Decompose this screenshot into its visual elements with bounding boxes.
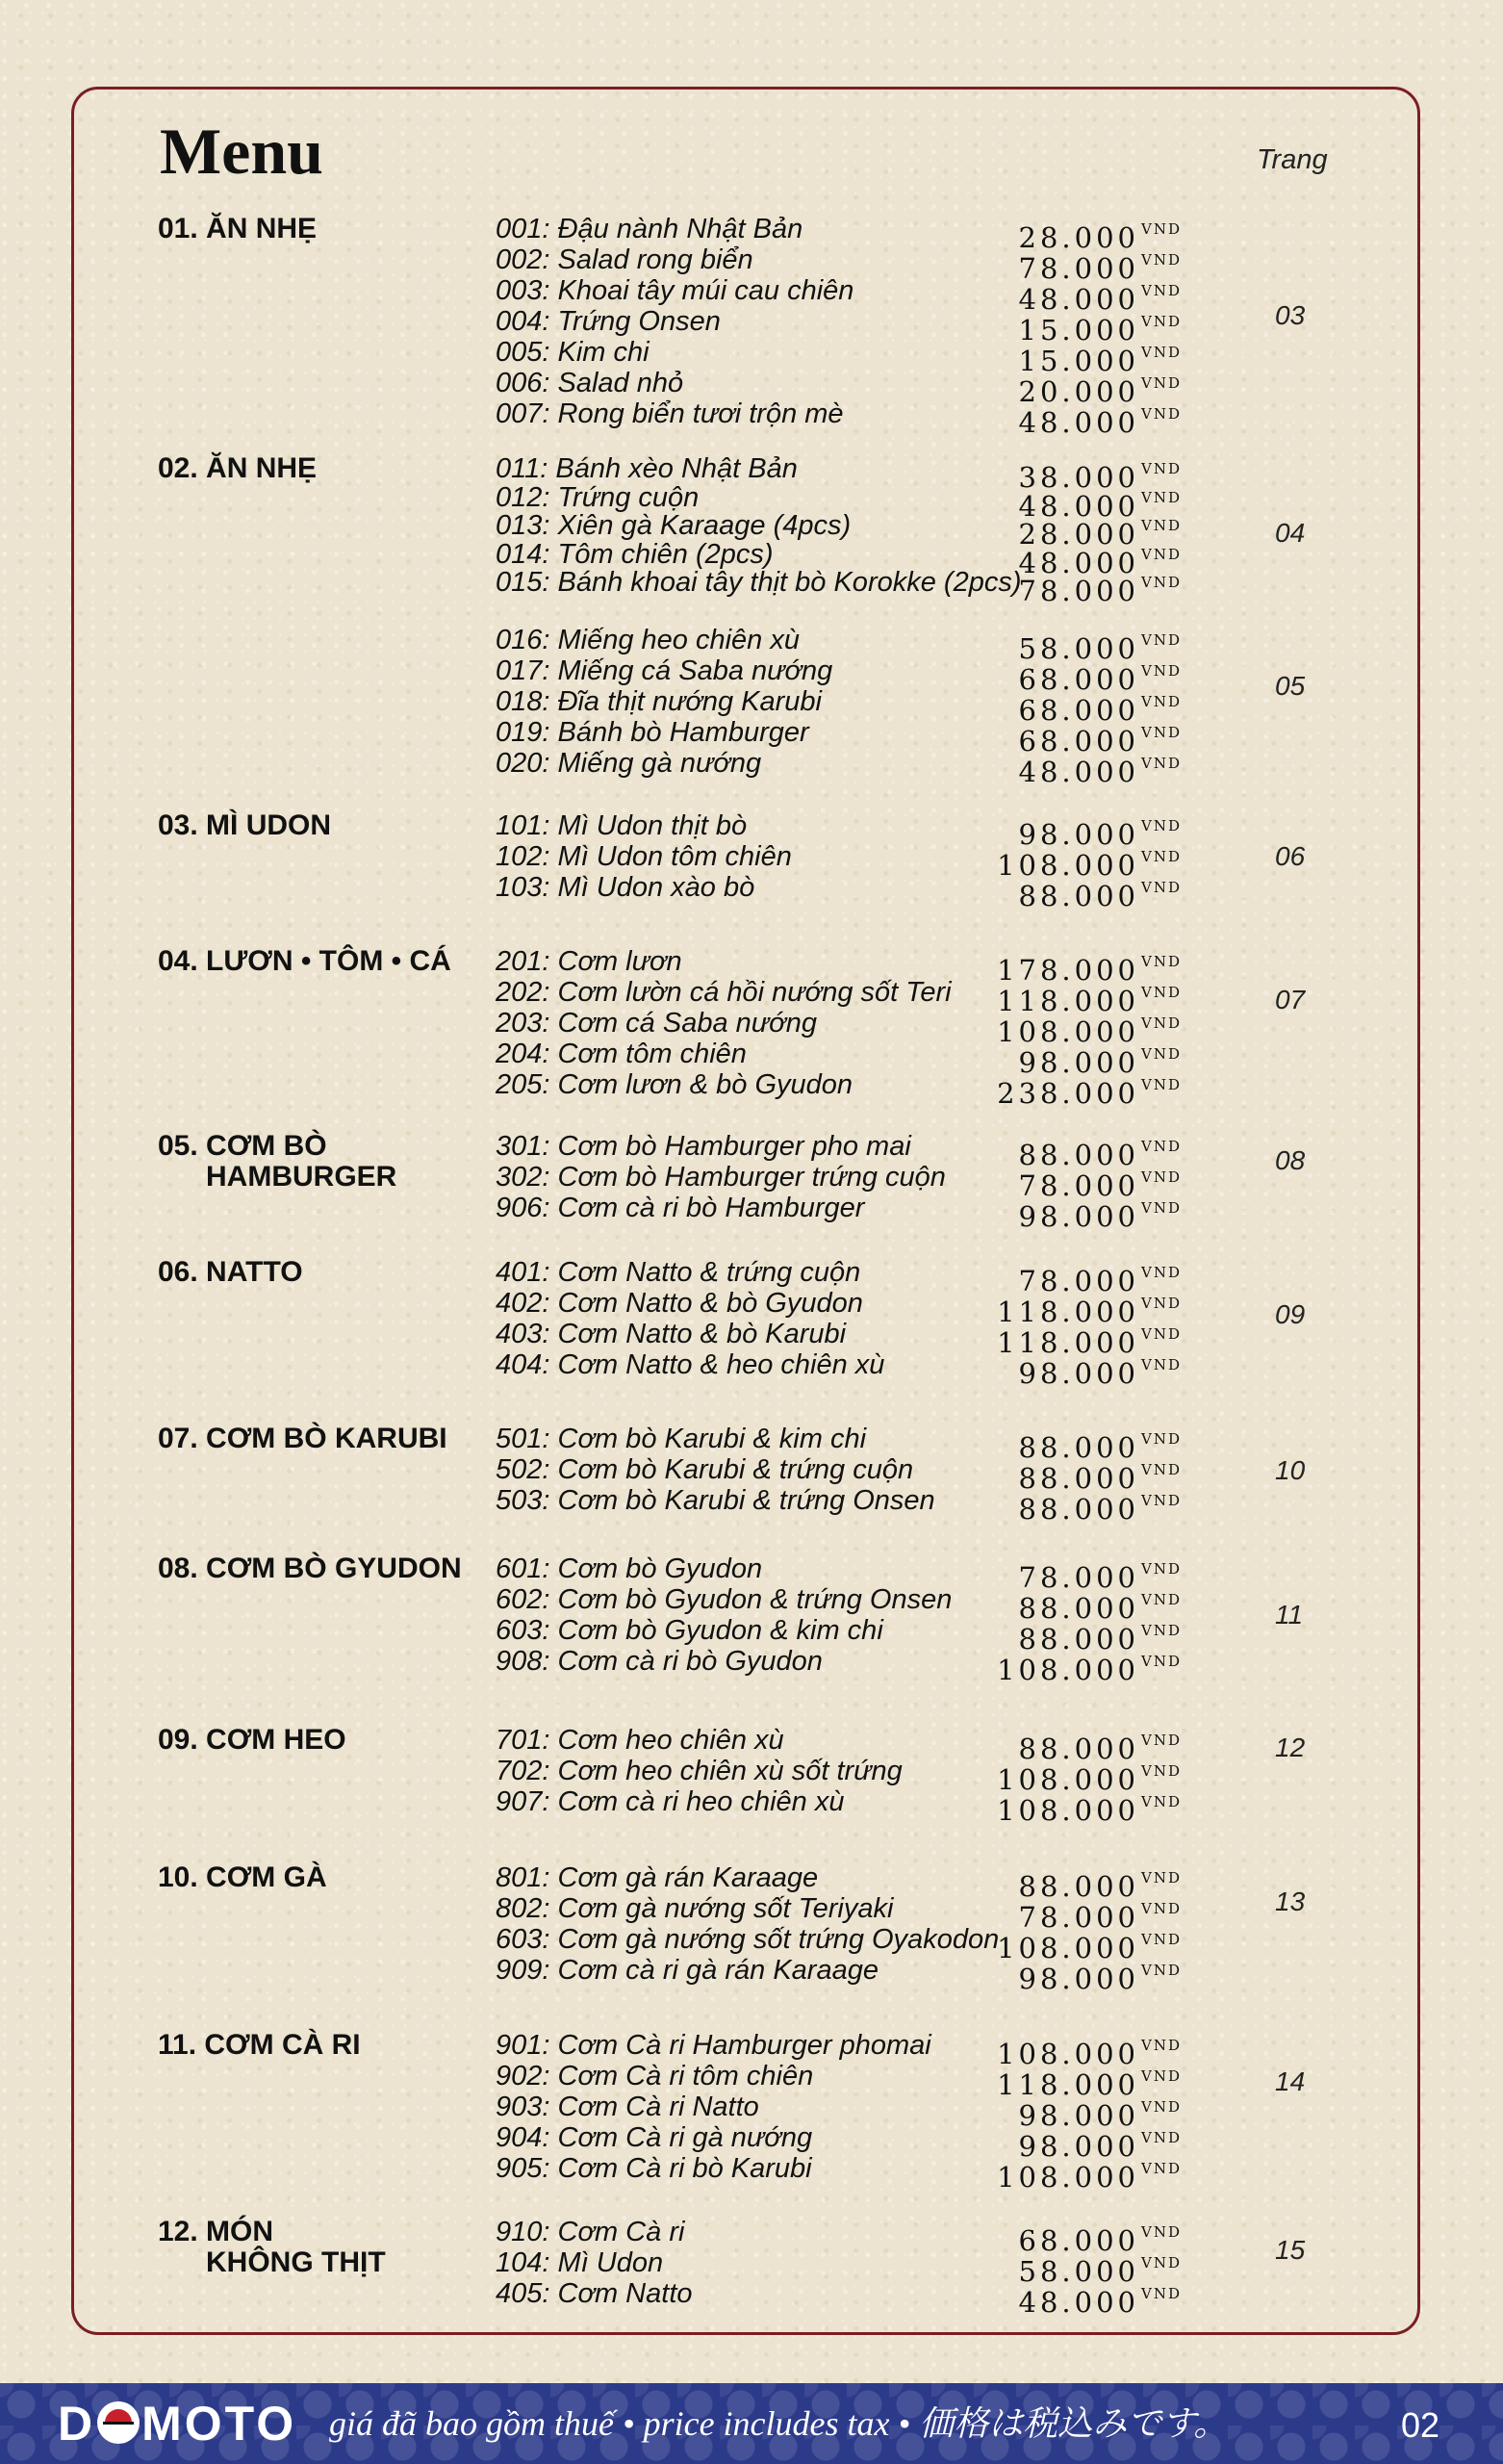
currency-label: VND <box>1141 489 1182 506</box>
menu-item-name: 902: Cơm Cà ri tôm chiên <box>496 2061 814 2092</box>
menu-item-name: 103: Mì Udon xào bò <box>496 872 755 903</box>
menu-item-price <box>1019 1485 1182 1525</box>
menu-item-name: 603: Cơm bò Gyudon & kim chi <box>496 1615 883 1646</box>
category-heading: 11. CƠM CÀ RI <box>158 2029 361 2061</box>
currency-label: VND <box>1141 631 1182 649</box>
menu-item-price <box>997 1069 1182 1109</box>
currency-label: VND <box>1141 1430 1182 1448</box>
menu-item-name: 203: Cơm cá Saba nướng <box>496 1008 817 1039</box>
currency-label: VND <box>1141 2285 1182 2302</box>
category-heading: 07. CƠM BÒ KARUBI <box>158 1423 447 1454</box>
currency-label: VND <box>1141 879 1182 896</box>
currency-label: VND <box>1141 374 1182 392</box>
currency-label: VND <box>1141 1732 1182 1749</box>
currency-label: VND <box>1141 344 1182 361</box>
menu-item-name: 702: Cơm heo chiên xù sốt trứng <box>496 1756 903 1786</box>
price-value: 88.000 <box>1018 1493 1140 1526</box>
category-heading: 12. MÓN KHÔNG THỊT <box>158 2216 386 2278</box>
menu-item-name: 006: Salad nhỏ <box>496 368 684 398</box>
currency-label: VND <box>1141 220 1182 238</box>
category-heading: 01. ĂN NHẸ <box>158 213 318 244</box>
price-value: 78.000 <box>1018 1169 1140 1202</box>
logo-emblem-icon <box>97 2401 140 2444</box>
page-ref: 08 <box>1275 1145 1306 1175</box>
menu-item-name: 019: Bánh bò Hamburger <box>496 717 809 748</box>
currency-label: VND <box>1141 953 1182 970</box>
price-value: 20.000 <box>1018 375 1140 408</box>
menu-item-price <box>1019 1955 1182 1994</box>
price-value: 88.000 <box>1018 1462 1140 1495</box>
currency-label: VND <box>1141 546 1182 563</box>
page-column-label: Trang <box>1257 144 1328 175</box>
price-value: 98.000 <box>1018 1357 1140 1390</box>
category-heading: 04. LƯƠN • TÔM • CÁ <box>158 945 451 977</box>
price-value: 108.000 <box>997 1794 1140 1827</box>
menu-item-name: 401: Cơm Natto & trứng cuộn <box>496 1257 861 1288</box>
currency-label: VND <box>1141 1492 1182 1509</box>
menu-item-name: 404: Cơm Natto & heo chiên xù <box>496 1349 885 1380</box>
price-value: 78.000 <box>1018 1265 1140 1297</box>
menu-item-name: 405: Cơm Natto <box>496 2278 693 2309</box>
menu-item-name: 017: Miếng cá Saba nướng <box>496 655 833 686</box>
price-value: 88.000 <box>1018 1623 1140 1656</box>
currency-label: VND <box>1141 755 1182 772</box>
menu-item-name: 205: Cơm lươn & bò Gyudon <box>496 1069 853 1100</box>
menu-item-name: 202: Cơm lườn cá hồi nướng sốt Teri <box>496 977 952 1008</box>
menu-item-name: 013: Xiên gà Karaage (4pcs) <box>496 510 852 541</box>
price-value: 118.000 <box>997 1326 1140 1359</box>
price-value: 48.000 <box>1018 756 1140 788</box>
category-heading: 09. CƠM HEO <box>158 1724 346 1756</box>
currency-label: VND <box>1141 1869 1182 1886</box>
currency-label: VND <box>1141 817 1182 834</box>
price-value: 108.000 <box>997 1654 1140 1686</box>
price-value: 108.000 <box>997 2038 1140 2070</box>
menu-item-name: 501: Cơm bò Karubi & kim chi <box>496 1424 867 1454</box>
menu-item-name: 901: Cơm Cà ri Hamburger phomai <box>496 2030 931 2061</box>
menu-item-name: 904: Cơm Cà ri gà nướng <box>496 2122 813 2153</box>
price-value: 68.000 <box>1018 663 1140 696</box>
menu-item-price <box>997 1646 1182 1685</box>
menu-item-name: 701: Cơm heo chiên xù <box>496 1725 784 1756</box>
currency-label: VND <box>1141 282 1182 299</box>
price-value: 88.000 <box>1018 1870 1140 1903</box>
price-value: 28.000 <box>1018 221 1140 254</box>
currency-label: VND <box>1141 2067 1182 2085</box>
menu-item-name: 907: Cơm cà ri heo chiên xù <box>496 1786 845 1817</box>
currency-label: VND <box>1141 1931 1182 1948</box>
currency-label: VND <box>1141 1295 1182 1312</box>
brand-logo: D MOTO <box>58 2397 297 2451</box>
menu-item-name: 007: Rong biển tươi trộn mè <box>496 398 844 429</box>
menu-item-name: 016: Miếng heo chiên xù <box>496 625 800 655</box>
page-ref: 05 <box>1275 671 1306 701</box>
category-heading: 10. CƠM GÀ <box>158 1861 327 1893</box>
menu-item-name: 005: Kim chi <box>496 337 650 368</box>
menu-item-price <box>1019 1349 1182 1389</box>
menu-item-price <box>1019 398 1182 438</box>
currency-label: VND <box>1141 1591 1182 1608</box>
currency-label: VND <box>1141 662 1182 680</box>
menu-item-name: 503: Cơm bò Karubi & trứng Onsen <box>496 1485 935 1516</box>
price-value: 78.000 <box>1018 252 1140 285</box>
price-value: 68.000 <box>1018 694 1140 727</box>
currency-label: VND <box>1141 1045 1182 1063</box>
menu-item-name: 402: Cơm Natto & bò Gyudon <box>496 1288 863 1319</box>
footer-page-number: 02 <box>1401 2405 1440 2445</box>
menu-item-name: 015: Bánh khoai tây thịt bò Korokke (2pcs) <box>496 567 1022 598</box>
price-value: 88.000 <box>1018 1592 1140 1625</box>
currency-label: VND <box>1141 460 1182 477</box>
page-ref: 07 <box>1275 985 1306 1014</box>
currency-label: VND <box>1141 1014 1182 1032</box>
price-value: 58.000 <box>1018 632 1140 665</box>
category-heading: 08. CƠM BÒ GYUDON <box>158 1553 462 1584</box>
currency-label: VND <box>1141 1653 1182 1670</box>
category-heading: 05. CƠM BÒ HAMBURGER <box>158 1130 397 1193</box>
currency-label: VND <box>1141 1622 1182 1639</box>
price-value: 78.000 <box>1018 1561 1140 1594</box>
price-value: 48.000 <box>1018 490 1140 523</box>
price-value: 118.000 <box>997 2068 1140 2101</box>
menu-item-name: 020: Miếng gà nướng <box>496 748 762 779</box>
page-ref: 12 <box>1275 1732 1306 1762</box>
menu-item-name: 102: Mì Udon tôm chiên <box>496 841 792 872</box>
price-value: 58.000 <box>1018 2255 1140 2288</box>
tax-note: giá đã bao gồm thuế • price includes tax • 価格は税込みです。 <box>329 2404 1229 2443</box>
price-value: 15.000 <box>1018 314 1140 346</box>
price-value: 98.000 <box>1018 1046 1140 1079</box>
currency-label: VND <box>1141 724 1182 741</box>
currency-label: VND <box>1141 1168 1182 1186</box>
menu-title: Menu <box>160 115 323 188</box>
currency-label: VND <box>1141 517 1182 534</box>
menu-item-name: 012: Trứng cuộn <box>496 482 700 513</box>
menu-item-name: 014: Tôm chiên (2pcs) <box>496 539 774 570</box>
menu-item-name: 403: Cơm Natto & bò Karubi <box>496 1319 847 1349</box>
currency-label: VND <box>1141 1461 1182 1478</box>
price-value: 118.000 <box>997 985 1140 1017</box>
menu-item-name: 301: Cơm bò Hamburger pho mai <box>496 1131 911 1162</box>
price-value: 88.000 <box>1018 1732 1140 1765</box>
price-value: 68.000 <box>1018 2224 1140 2257</box>
menu-item-name: 204: Cơm tôm chiên <box>496 1039 747 1069</box>
currency-label: VND <box>1141 251 1182 269</box>
currency-label: VND <box>1141 2037 1182 2054</box>
category-heading: 02. ĂN NHẸ <box>158 452 318 484</box>
price-value: 88.000 <box>1018 1431 1140 1464</box>
menu-item-name: 011: Bánh xèo Nhật Bản <box>496 453 798 484</box>
menu-item-name: 906: Cơm cà ri bò Hamburger <box>496 1193 865 1223</box>
price-value: 48.000 <box>1018 406 1140 439</box>
currency-label: VND <box>1141 1762 1182 1780</box>
page-ref: 11 <box>1275 1600 1304 1630</box>
price-value: 98.000 <box>1018 2099 1140 2132</box>
category-heading: 06. NATTO <box>158 1256 303 1288</box>
currency-label: VND <box>1141 2098 1182 2116</box>
menu-item-name: 302: Cơm bò Hamburger trứng cuộn <box>496 1162 946 1193</box>
currency-label: VND <box>1141 1900 1182 1917</box>
price-value: 68.000 <box>1018 725 1140 757</box>
menu-item-name: 101: Mì Udon thịt bò <box>496 810 748 841</box>
menu-item-price <box>1019 748 1182 787</box>
menu-item-name: 002: Salad rong biển <box>496 244 753 275</box>
currency-label: VND <box>1141 2129 1182 2146</box>
menu-item-name: 104: Mì Udon <box>496 2247 664 2278</box>
footer-bar <box>0 2383 1503 2464</box>
currency-label: VND <box>1141 574 1182 591</box>
currency-label: VND <box>1141 848 1182 865</box>
price-value: 78.000 <box>1018 575 1140 607</box>
menu-item-name: 004: Trứng Onsen <box>496 306 721 337</box>
menu-item-price <box>1019 872 1182 911</box>
currency-label: VND <box>1141 1560 1182 1578</box>
menu-item-price <box>1019 1193 1182 1232</box>
price-value: 38.000 <box>1018 461 1140 494</box>
price-value: 238.000 <box>997 1077 1140 1110</box>
currency-label: VND <box>1141 313 1182 330</box>
price-value: 178.000 <box>997 954 1140 987</box>
menu-item-price <box>1019 2278 1182 2318</box>
price-value: 108.000 <box>997 849 1140 882</box>
price-value: 98.000 <box>1018 1963 1140 1995</box>
price-value: 28.000 <box>1018 518 1140 551</box>
price-value: 78.000 <box>1018 1901 1140 1934</box>
menu-item-name: 903: Cơm Cà ri Natto <box>496 2092 759 2122</box>
currency-label: VND <box>1141 2223 1182 2241</box>
menu-item-name: 001: Đậu nành Nhật Bản <box>496 214 803 244</box>
price-value: 88.000 <box>1018 880 1140 912</box>
menu-item-name: 201: Cơm lươn <box>496 946 682 977</box>
price-value: 15.000 <box>1018 345 1140 377</box>
page-ref: 06 <box>1275 841 1306 871</box>
menu-item-name: 801: Cơm gà rán Karaage <box>496 1862 819 1893</box>
price-value: 98.000 <box>1018 2130 1140 2163</box>
price-value: 108.000 <box>997 1932 1140 1964</box>
page-ref: 15 <box>1275 2235 1306 2265</box>
category-heading: 03. MÌ UDON <box>158 809 332 841</box>
currency-label: VND <box>1141 1076 1182 1093</box>
price-value: 98.000 <box>1018 818 1140 851</box>
currency-label: VND <box>1141 2160 1182 2177</box>
currency-label: VND <box>1141 1962 1182 1979</box>
currency-label: VND <box>1141 984 1182 1001</box>
menu-item-name: 908: Cơm cà ri bò Gyudon <box>496 1646 823 1677</box>
menu-item-name: 909: Cơm cà ri gà rán Karaage <box>496 1955 879 1986</box>
menu-item-name: 502: Cơm bò Karubi & trứng cuộn <box>496 1454 914 1485</box>
menu-item-price <box>997 1786 1182 1826</box>
price-value: 108.000 <box>997 1015 1140 1048</box>
currency-label: VND <box>1141 1264 1182 1281</box>
currency-label: VND <box>1141 1138 1182 1155</box>
price-value: 98.000 <box>1018 1200 1140 1233</box>
price-value: 108.000 <box>997 2161 1140 2194</box>
currency-label: VND <box>1141 1325 1182 1343</box>
menu-item-name: 910: Cơm Cà ri <box>496 2217 685 2247</box>
page-ref: 14 <box>1275 2066 1306 2096</box>
page-ref: 10 <box>1275 1455 1306 1485</box>
page-ref: 03 <box>1275 300 1306 330</box>
menu-item-name: 802: Cơm gà nướng sốt Teriyaki <box>496 1893 894 1924</box>
page-ref: 04 <box>1275 518 1306 548</box>
currency-label: VND <box>1141 1199 1182 1217</box>
currency-label: VND <box>1141 693 1182 710</box>
price-value: 118.000 <box>997 1296 1140 1328</box>
menu-item-name: 602: Cơm bò Gyudon & trứng Onsen <box>496 1584 953 1615</box>
price-value: 48.000 <box>1018 2286 1140 2319</box>
price-value: 48.000 <box>1018 283 1140 316</box>
menu-item-name: 603: Cơm gà nướng sốt trứng Oyakodon <box>496 1924 1000 1955</box>
menu-item-price <box>1019 567 1182 606</box>
currency-label: VND <box>1141 1356 1182 1373</box>
price-value: 48.000 <box>1018 547 1140 579</box>
price-value: 108.000 <box>997 1763 1140 1796</box>
currency-label: VND <box>1141 2254 1182 2272</box>
page-ref: 09 <box>1275 1299 1306 1329</box>
menu-item-price <box>997 2153 1182 2193</box>
menu-item-name: 018: Đĩa thịt nướng Karubi <box>496 686 822 717</box>
currency-label: VND <box>1141 1793 1182 1810</box>
page-ref: 13 <box>1275 1886 1306 1916</box>
currency-label: VND <box>1141 405 1182 423</box>
menu-item-name: 003: Khoai tây múi cau chiên <box>496 275 854 306</box>
menu-item-name: 905: Cơm Cà ri bò Karubi <box>496 2153 812 2184</box>
menu-item-name: 601: Cơm bò Gyudon <box>496 1553 763 1584</box>
price-value: 88.000 <box>1018 1139 1140 1171</box>
